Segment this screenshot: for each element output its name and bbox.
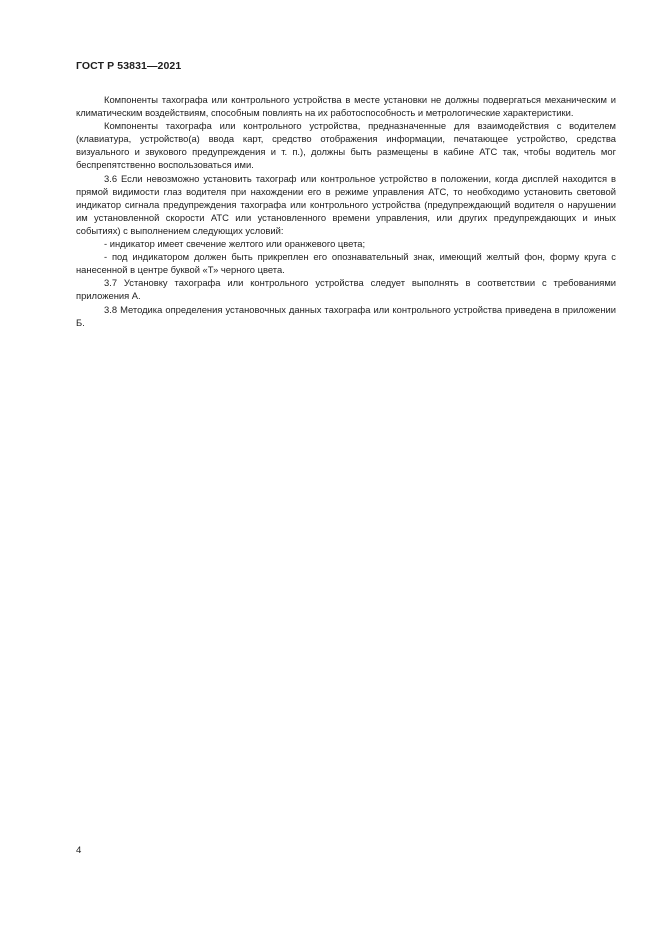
- paragraph-components-placement: Компоненты тахографа или контрольного устройства в месте установки не должны подвергаться механическим и климатическим воздействиям, способным повлиять на их работоспособность и метрологические характеристики.: [76, 94, 616, 119]
- document-header: ГОСТ Р 53831—2021: [76, 60, 182, 72]
- paragraph-3-8: 3.8 Методика определения установочных данных тахографа или контрольного устройства приведена в приложении Б.: [76, 303, 616, 328]
- list-item-indicator-color: - индикатор имеет свечение желтого или оранжевого цвета;: [104, 238, 366, 250]
- list-item-indicator-sign: - под индикатором должен быть прикреплен его опознавательный знак, имеющий желтый фон, форму круга с нанесенной в центре буквой «Т» черного цвета.: [76, 251, 616, 276]
- paragraph-driver-interaction: Компоненты тахографа или контрольного устройства, предназначенные для взаимодействия с водителем (клавиатура, устройство(а) ввода карт, средство отображения информации, печатающее устройство, средства визуального и звукового предупреждения и т. п.), должны быть размещены в кабине АТС так, чтобы водитель мог беспрепятственно воспользоваться ими.: [76, 120, 616, 171]
- document-body: [76, 93, 616, 329]
- paragraph-3-6: 3.6 Если невозможно установить тахограф или контрольное устройство в положении, когда дисплей находится в прямой видимости глаз водителя при нахождении его в режиме управления АТС, то необходимо установить световой индикатор сигнала предупреждения тахографа или контрольного устройства (предупреждающий водителя о нарушении им установленной скорости АТС или установленного времени управления, или других предупреждающих и иных событиях) с выполнением следующих условий:: [76, 172, 616, 236]
- page-number: 4: [76, 845, 82, 856]
- paragraph-3-7: 3.7 Установку тахографа или контрольного устройства следует выполнять в соответствии с требованиями приложения А.: [76, 277, 616, 302]
